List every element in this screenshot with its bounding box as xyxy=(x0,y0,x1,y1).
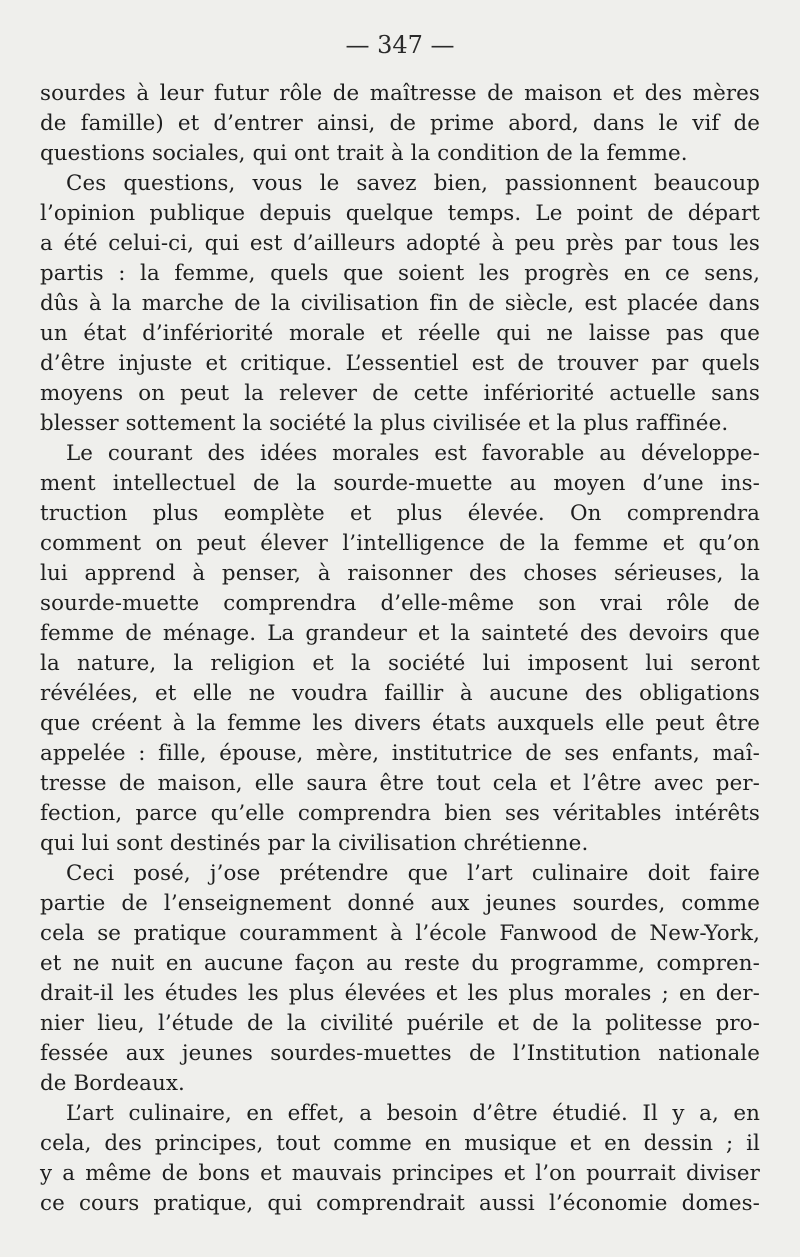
text-line: dûs à la marche de la civilisation fin de siècle, est placée dans xyxy=(40,291,760,316)
text-line: l’opinion publique depuis quelque temps. Le point de départ xyxy=(40,201,760,226)
text-line: de famille) et d’entrer ainsi, de prime abord, dans le vif de xyxy=(40,111,760,136)
text-line: Le courant des idées morales est favorable au développe- xyxy=(66,441,760,466)
text-line: femme de ménage. La grandeur et la sainteté des devoirs que xyxy=(40,621,760,646)
text-line: a été celui-ci, qui est d’ailleurs adopté à peu près par tous les xyxy=(40,231,760,256)
text-line: drait-il les études les plus élevées et les plus morales ; en der- xyxy=(40,981,760,1006)
text-line: cela, des principes, tout comme en musique et en dessin ; il xyxy=(40,1131,760,1156)
text-line: la nature, la religion et la société lui imposent lui seront xyxy=(40,651,760,676)
text-line: ment intellectuel de la sourde-muette au moyen d’une ins- xyxy=(40,471,760,496)
text-line: un état d’infériorité morale et réelle qui ne laisse pas que xyxy=(40,321,760,346)
text-line: Ceci posé, j’ose prétendre que l’art culinaire doit faire xyxy=(66,861,760,886)
text-line: moyens on peut la relever de cette infériorité actuelle sans xyxy=(40,381,760,406)
text-line: sourde-muette comprendra d’elle-même son vrai rôle de xyxy=(40,591,760,616)
text-line: comment on peut élever l’intelligence de la femme et qu’on xyxy=(40,531,760,556)
text-line: partis : la femme, quels que soient les progrès en ce sens, xyxy=(40,261,760,286)
text-line: ce cours pratique, qui comprendrait aussi l’économie domes- xyxy=(40,1191,760,1216)
text-line: partie de l’enseignement donné aux jeunes sourdes, comme xyxy=(40,891,760,916)
text-line: et ne nuit en aucune façon au reste du programme, compren- xyxy=(40,951,760,976)
text-line: questions sociales, qui ont trait à la condition de la femme. xyxy=(40,141,688,166)
text-line: de Bordeaux. xyxy=(40,1071,185,1096)
text-line: d’être injuste et critique. L’essentiel est de trouver par quels xyxy=(40,351,760,376)
text-line: Ces questions, vous le savez bien, passionnent beaucoup xyxy=(66,171,760,196)
text-line: qui lui sont destinés par la civilisation chrétienne. xyxy=(40,831,589,856)
text-line: lui apprend à penser, à raisonner des choses sérieuses, la xyxy=(40,561,760,586)
text-line: blesser sottement la société la plus civilisée et la plus raffinée. xyxy=(40,411,729,436)
text-line: tresse de maison, elle saura être tout cela et l’être avec per- xyxy=(40,771,760,796)
text-line: y a même de bons et mauvais principes et l’on pourrait diviser xyxy=(40,1161,760,1186)
text-line: cela se pratique couramment à l’école Fanwood de New-York, xyxy=(40,921,760,946)
text-line: truction plus eomplète et plus élevée. On comprendra xyxy=(40,501,760,526)
text-line: révélées, et elle ne voudra faillir à aucune des obligations xyxy=(40,681,760,706)
text-line: fessée aux jeunes sourdes-muettes de l’Institution nationale xyxy=(40,1041,760,1066)
page-number: — 347 — xyxy=(345,31,455,59)
text-line: nier lieu, l’étude de la civilité puérile et de la politesse pro- xyxy=(40,1011,760,1036)
body-text xyxy=(40,79,760,1219)
text-line: que créent à la femme les divers états auxquels elle peut être xyxy=(40,711,760,736)
text-line: appelée : fille, épouse, mère, institutrice de ses enfants, maî- xyxy=(40,741,760,766)
text-line: L’art culinaire, en effet, a besoin d’être étudié. Il y a, en xyxy=(66,1101,760,1126)
text-line: sourdes à leur futur rôle de maîtresse de maison et des mères xyxy=(40,81,760,106)
text-line: fection, parce qu’elle comprendra bien ses véritables intérêts xyxy=(40,801,760,826)
